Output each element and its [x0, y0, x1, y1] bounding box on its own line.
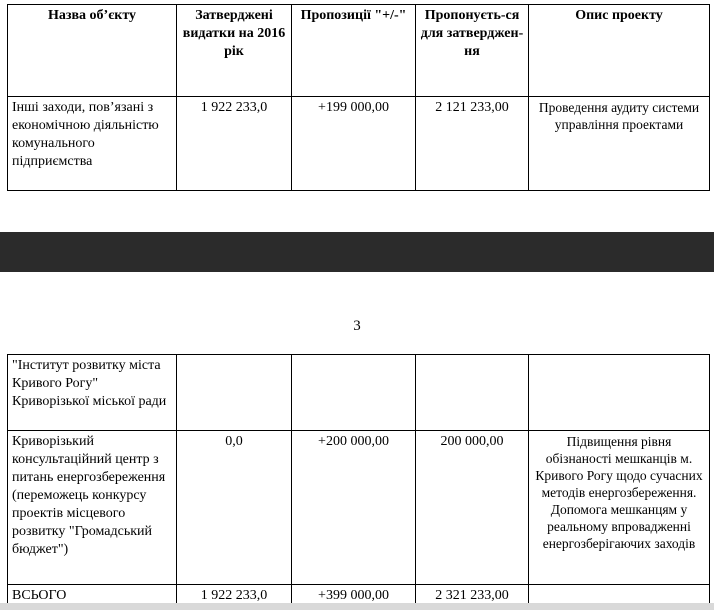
table-row	[8, 431, 710, 585]
table-row	[8, 97, 710, 191]
col-proposed-header: Пропонуєть-ся для затверджен-ня	[416, 5, 529, 97]
row-approved	[177, 355, 292, 431]
row-name: "Інститут розвитку міста Кривого Рогу" Криворізької міської ради	[8, 355, 177, 431]
row-proposed: 200 000,00	[416, 431, 529, 585]
total-proposed: 2 321 233,00	[416, 585, 529, 608]
row-name: Інші заходи, пов’язані з економічною діяльністю комунального підприємства	[8, 97, 177, 191]
budget-table-bottom	[7, 354, 710, 608]
total-label: ВСЬОГО	[8, 585, 177, 608]
budget-table-top	[7, 4, 710, 191]
col-approved-header: Затверджені видатки на 2016 рік	[177, 5, 292, 97]
row-description	[529, 355, 710, 431]
row-name: Криворізький консультаційний центр з питань енергозбереження (переможець конкурсу проектів місцевого розвитку "Громадський бюджет")	[8, 431, 177, 585]
bottom-edge-strip	[0, 603, 714, 610]
row-proposal: +199 000,00	[292, 97, 416, 191]
row-proposed	[416, 355, 529, 431]
row-description: Проведення аудиту системи управління проектами	[529, 97, 710, 191]
row-approved: 0,0	[177, 431, 292, 585]
page-break-band	[0, 232, 714, 272]
row-proposed: 2 121 233,00	[416, 97, 529, 191]
table-row	[8, 355, 710, 431]
row-proposal: +200 000,00	[292, 431, 416, 585]
total-approved: 1 922 233,0	[177, 585, 292, 608]
col-name-header: Назва об’єкту	[8, 5, 177, 97]
table-header-row	[8, 5, 710, 97]
page-number: 3	[353, 318, 361, 334]
col-description-header: Опис проекту	[529, 5, 710, 97]
row-description: Підвищення рівня обізнаності мешканців м. Кривого Рогу щодо сучасних методів енергозбереження. Допомога мешканцям у реальному впровадженні енергозберігаючих заходів	[529, 431, 710, 585]
total-proposal: +399 000,00	[292, 585, 416, 608]
row-proposal	[292, 355, 416, 431]
row-approved: 1 922 233,0	[177, 97, 292, 191]
col-proposals-header: Пропозиції "+/-"	[292, 5, 416, 97]
